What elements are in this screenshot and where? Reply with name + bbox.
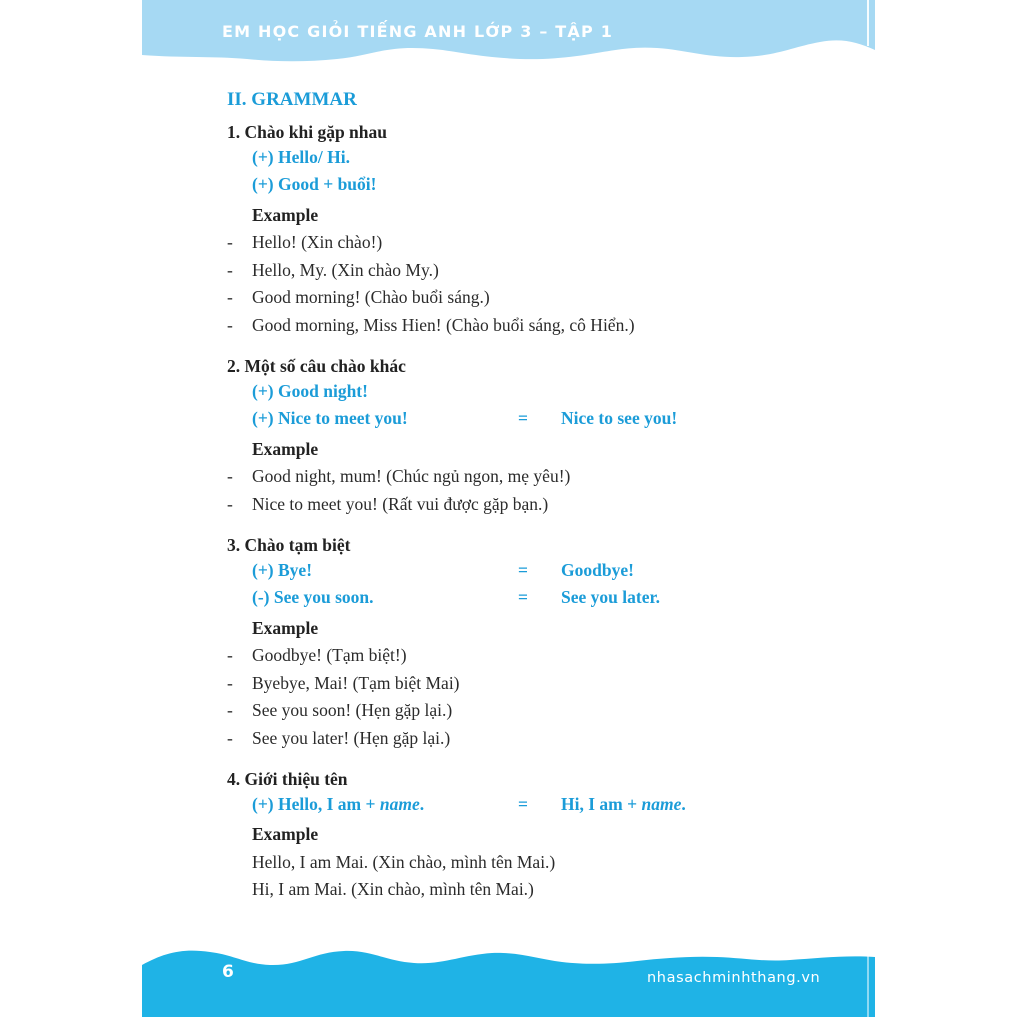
dash-bullet: - [227, 493, 233, 514]
section-title: 4. Giới thiệu tên [227, 769, 348, 789]
example-item [227, 257, 875, 285]
example-text: Hi, I am Mai. (Xin chào, mình tên Mai.) [252, 879, 534, 899]
example-item [227, 491, 875, 519]
dash-bullet: - [227, 727, 233, 748]
formula-row [227, 147, 875, 175]
publisher-website: nhasachminhthang.vn [647, 970, 821, 986]
grammar-section-4 [227, 766, 875, 904]
example-text: Byebye, Mai! (Tạm biệt Mai) [252, 672, 460, 693]
formula-right: See you later. [561, 587, 660, 607]
equals-sign: = [518, 587, 528, 607]
scan-crease-line-bottom [867, 956, 869, 1017]
formula-right-pre: Hi, I am + [561, 793, 642, 814]
example-item [227, 849, 875, 877]
example-text: Nice to meet you! (Rất vui được gặp bạn.) [252, 493, 549, 514]
section-title: 2. Một số câu chào khác [227, 356, 406, 376]
formula-row [227, 381, 875, 409]
equals-sign: = [518, 559, 528, 580]
example-label: Example [252, 204, 319, 225]
example-item [227, 642, 875, 670]
formula-row [227, 560, 875, 588]
example-text: Good morning! (Chào buổi sáng.) [252, 287, 490, 307]
dash-bullet: - [227, 672, 233, 693]
dash-bullet: - [227, 645, 233, 665]
dash-bullet: - [227, 259, 233, 280]
example-item [227, 284, 875, 312]
example-text: See you later! (Hẹn gặp lại.) [252, 727, 451, 748]
example-item [227, 670, 875, 698]
grammar-content [227, 87, 875, 904]
formula-left: (+) Nice to meet you! [252, 408, 408, 428]
book-title: EM HỌC GIỎI TIẾNG ANH LỚP 3 – TẬP 1 [222, 22, 614, 41]
example-item [227, 229, 875, 257]
dash-bullet: - [227, 287, 233, 307]
dash-bullet: - [227, 232, 233, 252]
scan-crease-line-top [867, 0, 869, 46]
formula-right-post: . [681, 793, 686, 814]
dash-bullet: - [227, 700, 233, 720]
example-item [227, 876, 875, 904]
formula-right-italic: name [641, 793, 682, 814]
formula-left: (+) Hello/ Hi. [252, 146, 350, 167]
formula-row [227, 174, 875, 202]
example-label: Example [252, 438, 319, 459]
example-text: Goodbye! (Tạm biệt!) [252, 645, 407, 665]
formula-right: Nice to see you! [561, 408, 678, 428]
section-title: 1. Chào khi gặp nhau [227, 122, 388, 142]
grammar-heading: II. GRAMMAR [227, 89, 357, 110]
formula-row [227, 794, 875, 822]
formula-left: (+) Good + buổi! [252, 174, 377, 194]
dash-bullet: - [227, 466, 233, 486]
example-text: Good night, mum! (Chúc ngủ ngon, mẹ yêu!) [252, 466, 571, 486]
example-item [227, 312, 875, 340]
formula-left: (+) Good night! [252, 380, 368, 401]
example-text: Hello, I am Mai. (Xin chào, mình tên Mai.) [252, 851, 556, 872]
formula-left-pre: (+) Hello, I am + [252, 793, 380, 814]
example-label: Example [252, 617, 319, 638]
dash-bullet: - [227, 314, 233, 335]
formula-right [561, 794, 686, 815]
example-item [227, 697, 875, 725]
formula-row [227, 587, 875, 615]
grammar-section-1 [227, 119, 875, 339]
formula-left-italic: name [379, 793, 420, 814]
example-item [227, 725, 875, 753]
formula-right: Goodbye! [561, 559, 634, 580]
grammar-section-2 [227, 353, 875, 518]
example-text: See you soon! (Hẹn gặp lại.) [252, 700, 453, 720]
equals-sign: = [518, 793, 528, 814]
formula-left: (-) See you soon. [252, 587, 374, 607]
section-title: 3. Chào tạm biệt [227, 535, 351, 555]
example-text: Hello! (Xin chào!) [252, 232, 383, 252]
formula-left: (+) Bye! [252, 559, 313, 580]
example-text: Hello, My. (Xin chào My.) [252, 259, 439, 280]
example-item [227, 463, 875, 491]
equals-sign: = [518, 408, 528, 428]
example-label: Example [252, 824, 319, 844]
example-text: Good morning, Miss Hien! (Chào buổi sáng, cô Hiển.) [252, 314, 635, 335]
formula-left-post: . [419, 793, 425, 814]
page-number: 6 [222, 962, 234, 982]
grammar-section-3 [227, 532, 875, 752]
formula-row [227, 408, 875, 436]
formula-left [252, 794, 424, 815]
